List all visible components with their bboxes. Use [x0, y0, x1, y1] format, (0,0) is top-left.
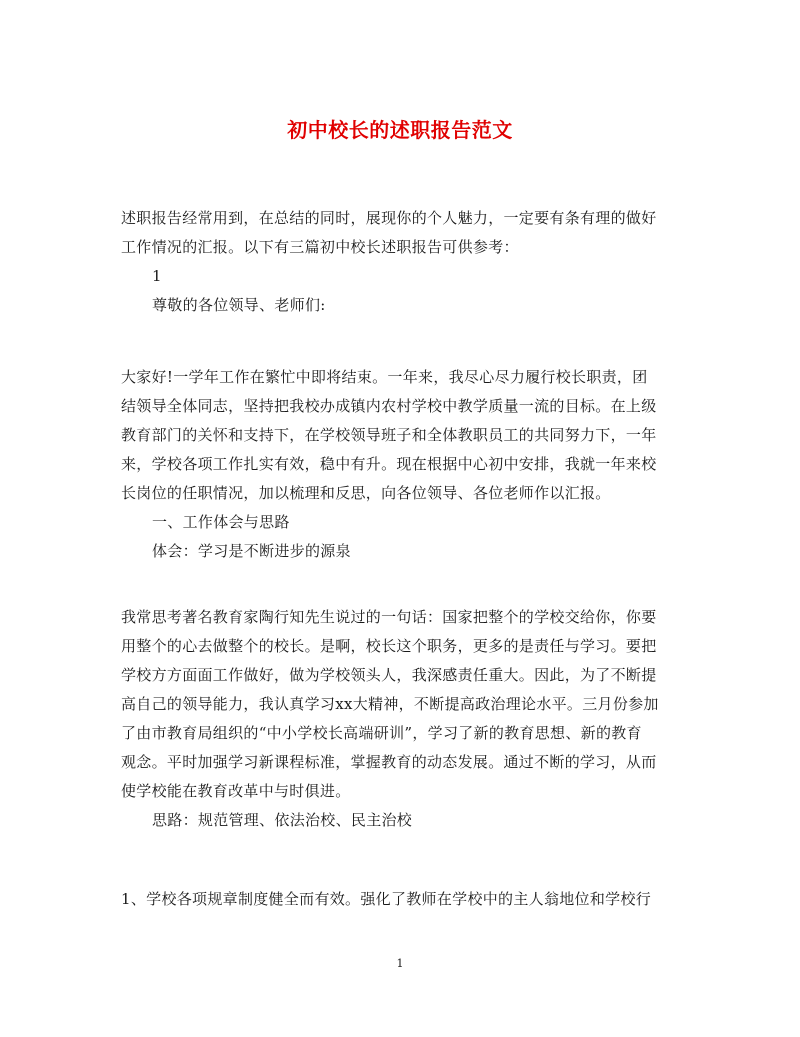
- paragraph-line: 我常思考著名教育家陶行知先生说过的一句话：国家把整个的学校交给你，你要: [121, 608, 657, 626]
- paragraph-line: 学校方方面面工作做好，做为学校领头人，我深感责任重大。因此，为了不断提: [121, 666, 657, 684]
- intro-paragraph: [121, 204, 683, 320]
- section-heading: 一、工作体会与思路: [152, 513, 290, 531]
- paragraph-line: 用整个的心去做整个的校长。是啊，校长这个职务，更多的是责任与学习。要把: [121, 637, 657, 655]
- subheading: 体会：学习是不断进步的源泉: [152, 542, 351, 560]
- paragraph-1: [121, 363, 683, 566]
- paragraph-line: 观念。平时加强学习新课程标准，掌握教育的动态发展。通过不断的学习，从而: [121, 753, 657, 771]
- paragraph-line: 高自己的领导能力，我认真学习xx大精神，不断提高政治理论水平。三月份参加: [121, 695, 659, 713]
- paragraph-line: 长岗位的任职情况，加以梳理和反思，向各位领导、各位老师作以汇报。: [121, 484, 611, 502]
- subheading: 思路：规范管理、依法治校、民主治校: [152, 811, 413, 829]
- intro-line: 述职报告经常用到，在总结的同时，展现你的个人魅力，一定要有条有理的做好: [121, 209, 657, 227]
- paragraph-line: 了由市教育局组织的“中小学校长高端研训”，学习了新的教育思想、新的教育: [121, 724, 642, 742]
- paragraph-line: 大家好!一学年工作在繁忙中即将结束。一年来，我尽心尽力履行校长职责，团: [121, 368, 648, 386]
- salutation: 尊敬的各位领导、老师们:: [152, 296, 326, 314]
- paragraph-2: [121, 603, 683, 835]
- page-number: 1: [396, 957, 404, 970]
- section-number: 1: [152, 267, 162, 285]
- paragraph-line: 使学校能在教育改革中与时俱进。: [121, 782, 351, 800]
- paragraph-3: [121, 885, 683, 914]
- intro-line: 工作情况的汇报。以下有三篇初中校长述职报告可供参考：: [121, 238, 519, 256]
- paragraph-line: 来，学校各项工作扎实有效，稳中有升。现在根据中心初中安排，我就一年来校: [121, 455, 657, 473]
- paragraph-line: 教育部门的关怀和支持下，在学校领导班子和全体教职员工的共同努力下，一年: [121, 426, 657, 444]
- document-title: 初中校长的述职报告范文: [287, 118, 513, 142]
- paragraph-line: 结领导全体同志，坚持把我校办成镇内农村学校中教学质量一流的目标。在上级: [121, 397, 657, 415]
- paragraph-line: 1、学校各项规章制度健全而有效。强化了教师在学校中的主人翁地位和学校行: [121, 890, 652, 908]
